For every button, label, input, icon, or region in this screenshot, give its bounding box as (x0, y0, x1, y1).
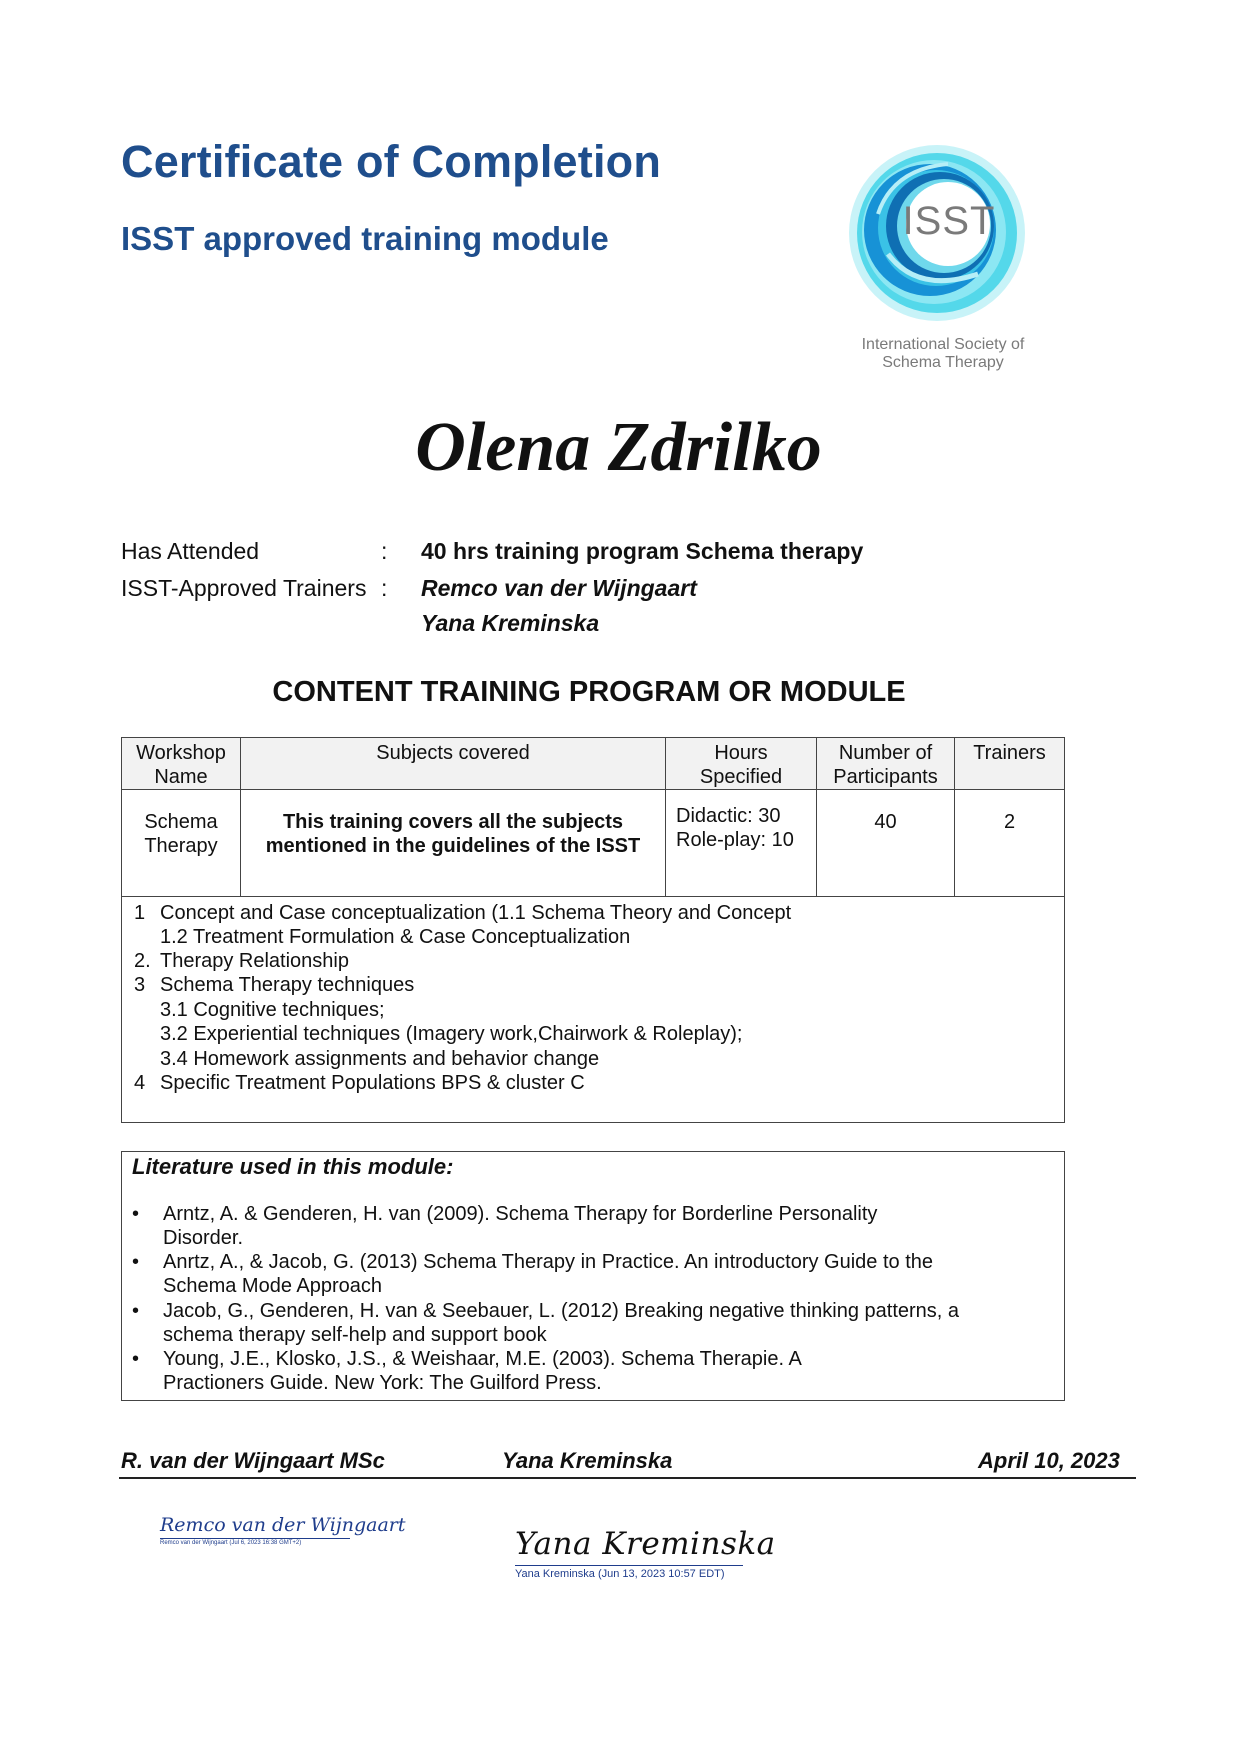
topic-number: 1 (134, 902, 146, 924)
trainer-2: Yana Kreminska (421, 610, 600, 636)
literature-entry: Jacob, G., Genderen, H. van & Seebauer, L. (2012) Breaking negative thinking patterns, a (163, 1300, 960, 1322)
signature-remco (160, 1514, 406, 1554)
literature-entry: Practioners Guide. New York: The Guilford Press. (163, 1372, 602, 1394)
logo-letters: ISST (902, 198, 996, 243)
header-subjects (241, 738, 666, 790)
header-participants (817, 738, 955, 790)
certificate-title: Certificate of Completion (121, 136, 662, 187)
logo-caption-line2: Schema Therapy (882, 354, 1004, 371)
literature-entry: Arntz, A. & Genderen, H. van (2009). Schema Therapy for Borderline Personality (163, 1203, 878, 1225)
cell-text: 40 (874, 811, 897, 833)
header-text: Trainers (973, 742, 1046, 764)
header-trainers (955, 738, 1065, 790)
list-item: Specific Treatment Populations BPS & cluster C (160, 1072, 585, 1094)
list-item: 3.1 Cognitive techniques; (160, 999, 385, 1021)
header-text: Subjects covered (376, 742, 530, 764)
signature-2-script: Yana Kreminska (515, 1526, 776, 1562)
literature-entry: Schema Mode Approach (163, 1275, 383, 1297)
header-text: Participants (833, 766, 938, 788)
header-workshop-name (122, 738, 241, 790)
bullet-icon: • (132, 1203, 140, 1225)
list-item: 1.2 Treatment Formulation & Case Conceptualization (160, 926, 631, 948)
topic-number: 4 (134, 1072, 146, 1094)
topic-number: 3 (134, 974, 146, 996)
literature-title: Literature used in this module: (132, 1154, 454, 1179)
topic-number: 2. (134, 950, 151, 972)
literature-entry: schema therapy self-help and support book (163, 1324, 547, 1346)
list-item: Schema Therapy techniques (160, 974, 415, 996)
attended-value: 40 hrs training program Schema therapy (421, 538, 864, 564)
cell-text: Role-play: 10 (676, 829, 794, 851)
header-text: Workshop (136, 742, 226, 764)
list-item: 3.2 Experiential techniques (Imagery work,Chairwork & Roleplay); (160, 1023, 743, 1045)
table-header-row (122, 738, 1065, 790)
logo-caption-line1: International Society of (861, 336, 1025, 353)
list-item: Therapy Relationship (160, 950, 349, 972)
signatory-1-name: R. van der Wijngaart MSc (121, 1448, 385, 1473)
literature-entry: Disorder. (163, 1227, 244, 1249)
bullet-icon: • (132, 1300, 140, 1322)
topics-box (121, 878, 1065, 1123)
bullet-icon: • (132, 1348, 140, 1370)
trainers-label: ISST-Approved Trainers (121, 575, 367, 601)
logo-caption (843, 336, 1043, 372)
cell-text: This training covers all the subjects (282, 811, 624, 833)
header-text: Hours (714, 742, 768, 764)
header-text: Number of (838, 742, 933, 764)
signature-1-caption: Remco van der Wijngaart (Jul 6, 2023 16:38 GMT+2) (160, 1540, 302, 1546)
header-text: Name (154, 766, 208, 788)
attended-label: Has Attended (121, 538, 260, 564)
cell-text: Schema (144, 811, 218, 833)
list-item: 3.4 Homework assignments and behavior change (160, 1048, 600, 1070)
cell-text: 2 (1003, 811, 1016, 833)
cell-text: Didactic: 30 (676, 805, 781, 827)
cell-text: Therapy (144, 835, 218, 857)
isst-logo (848, 144, 1038, 384)
signature-2-underline (515, 1565, 743, 1566)
cell-text: mentioned in the guidelines of the ISST (265, 835, 641, 857)
signature-2-caption: Yana Kreminska (Jun 13, 2023 10:57 EDT) (515, 1568, 725, 1580)
header-hours (666, 738, 817, 790)
signature-yana (515, 1526, 776, 1582)
literature-box (121, 1151, 1065, 1401)
recipient-name (0, 408, 1241, 488)
signature-divider (119, 1477, 1136, 1479)
trainers-colon: : (381, 575, 388, 601)
certificate-subtitle: ISST approved training module (121, 220, 609, 257)
signature-date: April 10, 2023 (978, 1448, 1120, 1473)
list-item: Concept and Case conceptualization (1.1 Schema Theory and Concept (160, 902, 792, 924)
literature-entry: Anrtz, A., & Jacob, G. (2013) Schema Therapy in Practice. An introductory Guide to the (163, 1251, 934, 1273)
bullet-icon: • (132, 1251, 140, 1273)
signature-1-underline (160, 1538, 350, 1539)
training-table (121, 737, 1065, 897)
section-heading: CONTENT TRAINING PROGRAM OR MODULE (272, 676, 906, 708)
literature-entry: Young, J.E., Klosko, J.S., & Weishaar, M.E. (2003). Schema Therapie. A (163, 1348, 802, 1370)
signatory-2-name: Yana Kreminska (502, 1448, 673, 1473)
signature-1-script: Remco van der Wijngaart (160, 1514, 406, 1536)
attended-colon: : (381, 538, 388, 564)
recipient-name-text: Olena Zdrilko (415, 409, 822, 486)
trainer-1: Remco van der Wijngaart (421, 575, 697, 601)
header-text: Specified (699, 766, 783, 788)
